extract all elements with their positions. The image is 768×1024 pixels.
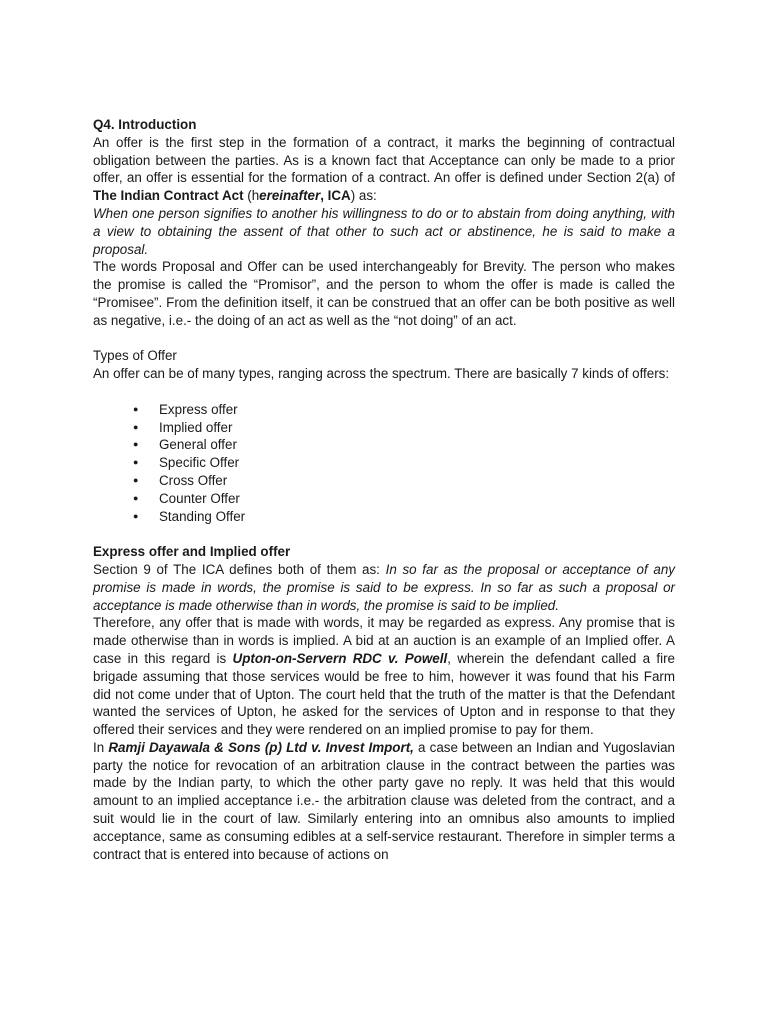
offer-types-list [93, 401, 675, 526]
q4-intro-paragraph [93, 134, 675, 205]
q4-heading: Q4. Introduction [93, 117, 197, 132]
proposal-definition: When one person signifies to another his willingness to do or to abstain from doing anything, with a view to obtaining the assent of that other to such act or abstinence, he is said to make a proposal. [93, 205, 675, 257]
types-heading: Types of Offer [93, 348, 177, 364]
case-name-ramji: Ramji Dayawala & Sons (p) Ltd v. Invest Import, [108, 739, 414, 755]
section-9-paragraph: Section 9 of The ICA defines both of them as: In so far as the proposal or acceptance of any promise is made in words, the promise is said to be express. In so far as such a proposal or acceptance is made otherwise than in words, the promise is said to be implied. [93, 561, 675, 613]
spacer [93, 383, 675, 401]
hereinafter-term: ereinafter [259, 188, 321, 204]
case-name-upton: Upton-on-Servern RDC v. Powell [232, 650, 448, 666]
spacer [93, 525, 675, 543]
list-item: ● Implied offer [133, 419, 233, 435]
ica-abbrev: , ICA [320, 188, 351, 204]
upton-paragraph: Therefore, any offer that is made with words, it may be regarded as express. Any promise that is made otherwise than in words is implied. A bid at an auction is an example of an Implied offer. A case in this regard is Upton-on-Servern RDC v. Powell, wherein the defendant called a fire brigade assuming that those services would be free to him, however it was found that his Farm did not come under that of Upton. The court held that the truth of the matter is that the Defendant wanted the services of Upton, he asked for the services of Upton and in response to that they offered their services and they were rendered on an implied promise to pay for them. [93, 615, 675, 738]
list-item: ● Standing Offer [133, 508, 246, 524]
act-name: The Indian Contract Act [93, 188, 244, 204]
paren-close: ) as: [350, 188, 377, 204]
paren-open: (h [243, 188, 260, 204]
ramji-paragraph: In Ramji Dayawala & Sons (p) Ltd v. Invest Import, a case between an Indian and Yugoslavian party the notice for revocation of an arbitration clause in the contract between the parties was made by the Indian party, to which the other party gave no reply. It was held that this would amount to an implied acceptance i.e.- the arbitration clause was deleted from the contract, and a suit would lie in the court of law. Similarly entering into an omnibus also amounts to implied acceptance, same as consuming edibles at a self-service restaurant. Therefore in simpler terms a contract that is entered into because of actions on [93, 739, 675, 862]
bullet-icon: ● [133, 457, 139, 468]
types-intro: An offer can be of many types, ranging across the spectrum. There are basically 7 kinds of offers: [93, 366, 670, 382]
bullet-icon: ● [133, 510, 139, 521]
list-item: ● Cross Offer [133, 472, 228, 488]
list-item: ● Counter Offer [133, 490, 240, 506]
express-heading: Express offer and Implied offer [93, 544, 291, 560]
bullet-icon: ● [133, 474, 139, 485]
list-item: ● General offer [133, 437, 237, 453]
section-9-quote: In so far as the proposal or acceptance of any promise is made in words, the promise is said to be express. In so far as such a proposal or acceptance is made otherwise than in words, the promise is said to be implied. [93, 561, 675, 613]
q4-intro-text: An offer is the first step in the formation of a contract, it marks the beginning of contractual obligation between the parties. As is a known fact that Acceptance can only be made to a prior offer, an offer is essential for the formation of a contract. An offer is defined under Section 2(a) of [93, 134, 675, 186]
bullet-icon: ● [133, 439, 139, 450]
document-page [93, 116, 675, 863]
spacer [93, 330, 675, 348]
list-item: ● Specific Offer [133, 455, 240, 471]
bullet-icon: ● [133, 492, 139, 503]
bullet-icon: ● [133, 421, 139, 432]
q4-paragraph-2: The words Proposal and Offer can be used interchangeably for Brevity. The person who makes the promise is called the “Promisor”, and the person to whom the offer is made is called the “Promisee”. From the definition itself, it can be construed that an offer can be both positive as well as negative, i.e.- the doing of an act as well as the “not doing” of an act. [93, 259, 675, 328]
bullet-icon: ● [133, 403, 139, 414]
list-item: ● Express offer [133, 401, 238, 417]
